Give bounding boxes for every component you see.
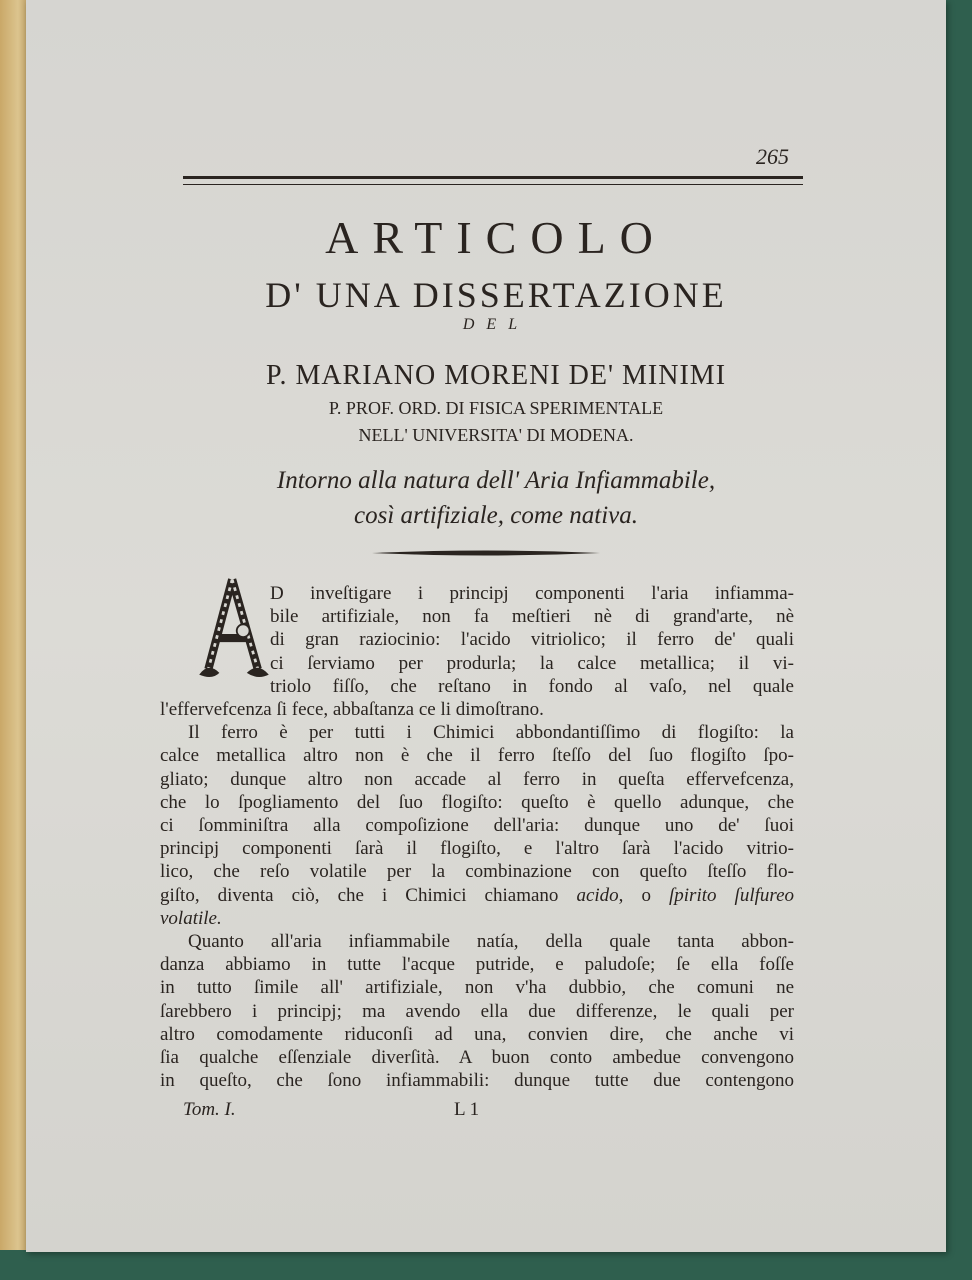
body-line: in tutto ſimile all' artifiziale, non v'ha dubbio, che comuni ne: [160, 977, 794, 999]
title-articolo: ARTICOLO: [325, 212, 667, 263]
title-del: DEL: [462, 316, 530, 333]
footer-signature: L 1: [454, 1099, 480, 1120]
subtitle-line-2: così artifiziale, come nativa.: [354, 502, 638, 529]
body-line: in queſto, che ſono infiammabili: dunque tutte due contengono: [160, 1070, 794, 1092]
body-line: Il ferro è per tutti i Chimici abbondantiſſimo di flogiſto: la: [188, 722, 794, 744]
author-role: P. PROF. ORD. DI FISICA SPERIMENTALE: [328, 398, 664, 418]
body-line: ſia qualche eſſenziale diverſità. A buon conto ambedue convengono: [160, 1047, 794, 1068]
ornamental-rule: [370, 549, 602, 557]
body-line: altro comodamente riduconſi ad una, convien dire, che anche vi: [160, 1023, 794, 1045]
author-university: NELL' UNIVERSITA' DI MODENA.: [358, 425, 634, 445]
body-line: danza abbiamo in tutte l'acque putride, e paludoſe; ſe ella foſſe: [160, 954, 794, 976]
body-line: gliato; dunque altro non accade al ferro in queſta effervefcenza,: [160, 768, 794, 790]
title-dissertazione: D' UNA DISSERTAZIONE: [265, 275, 727, 315]
body-line: che lo ſpogliamento del ſuo flogiſto: queſto è quello adunque, che: [160, 791, 794, 813]
body-line: giſto, diventa ciò, che i Chimici chiamano acido, o ſpirito ſulfureo: [160, 884, 795, 906]
body-line: ci ſomminiſtra alla compoſizione dell'aria: dunque uno de' ſuoi: [160, 815, 794, 836]
body-line: di gran raziocinio: l'acido vitriolico; il ferro de' quali: [270, 629, 794, 651]
body-line: bile artifiziale, non fa meſtieri nè di grand'arte, nè: [270, 606, 794, 628]
author-name: P. MARIANO MORENI DE' MINIMI: [265, 360, 727, 391]
header-double-rule: [183, 176, 803, 185]
body-line: calce metallica altro non è che il ferro ſteſſo del ſuo flogiſto ſpo-: [160, 745, 794, 767]
footer-volume: Tom. I.: [183, 1099, 236, 1120]
ornamental-drop-cap-icon: [196, 574, 272, 682]
body-line: Quanto all'aria infiammabile natía, della quale tanta abbon-: [188, 931, 794, 952]
body-line: triolo fiſſo, che reſtano in fondo al vaſo, nel quale: [270, 675, 794, 697]
body-line: principj componenti ſarà il flogiſto, e l'altro ſarà l'acido vitrio-: [160, 838, 794, 860]
body-line: ſarebbero i principj; ma avendo ella due differenze, le quali per: [160, 1000, 794, 1022]
page-number: 265: [756, 144, 789, 169]
subtitle-line-1: Intorno alla natura dell' Aria Infiammabile,: [276, 467, 716, 494]
body-line: volatile.: [160, 907, 222, 929]
body-line: ci ſerviamo per produrla; la calce metallica; il vi-: [270, 652, 794, 674]
body-line: l'effervefcenza ſi fece, abbaſtanza ce li dimoſtrano.: [160, 699, 544, 720]
body-line: lico, che reſo volatile per la combinazione con queſto ſteſſo flo-: [160, 861, 794, 883]
body-line: D inveſtigare i principj componenti l'aria infiamma-: [270, 583, 794, 604]
document-page: [26, 0, 946, 1252]
